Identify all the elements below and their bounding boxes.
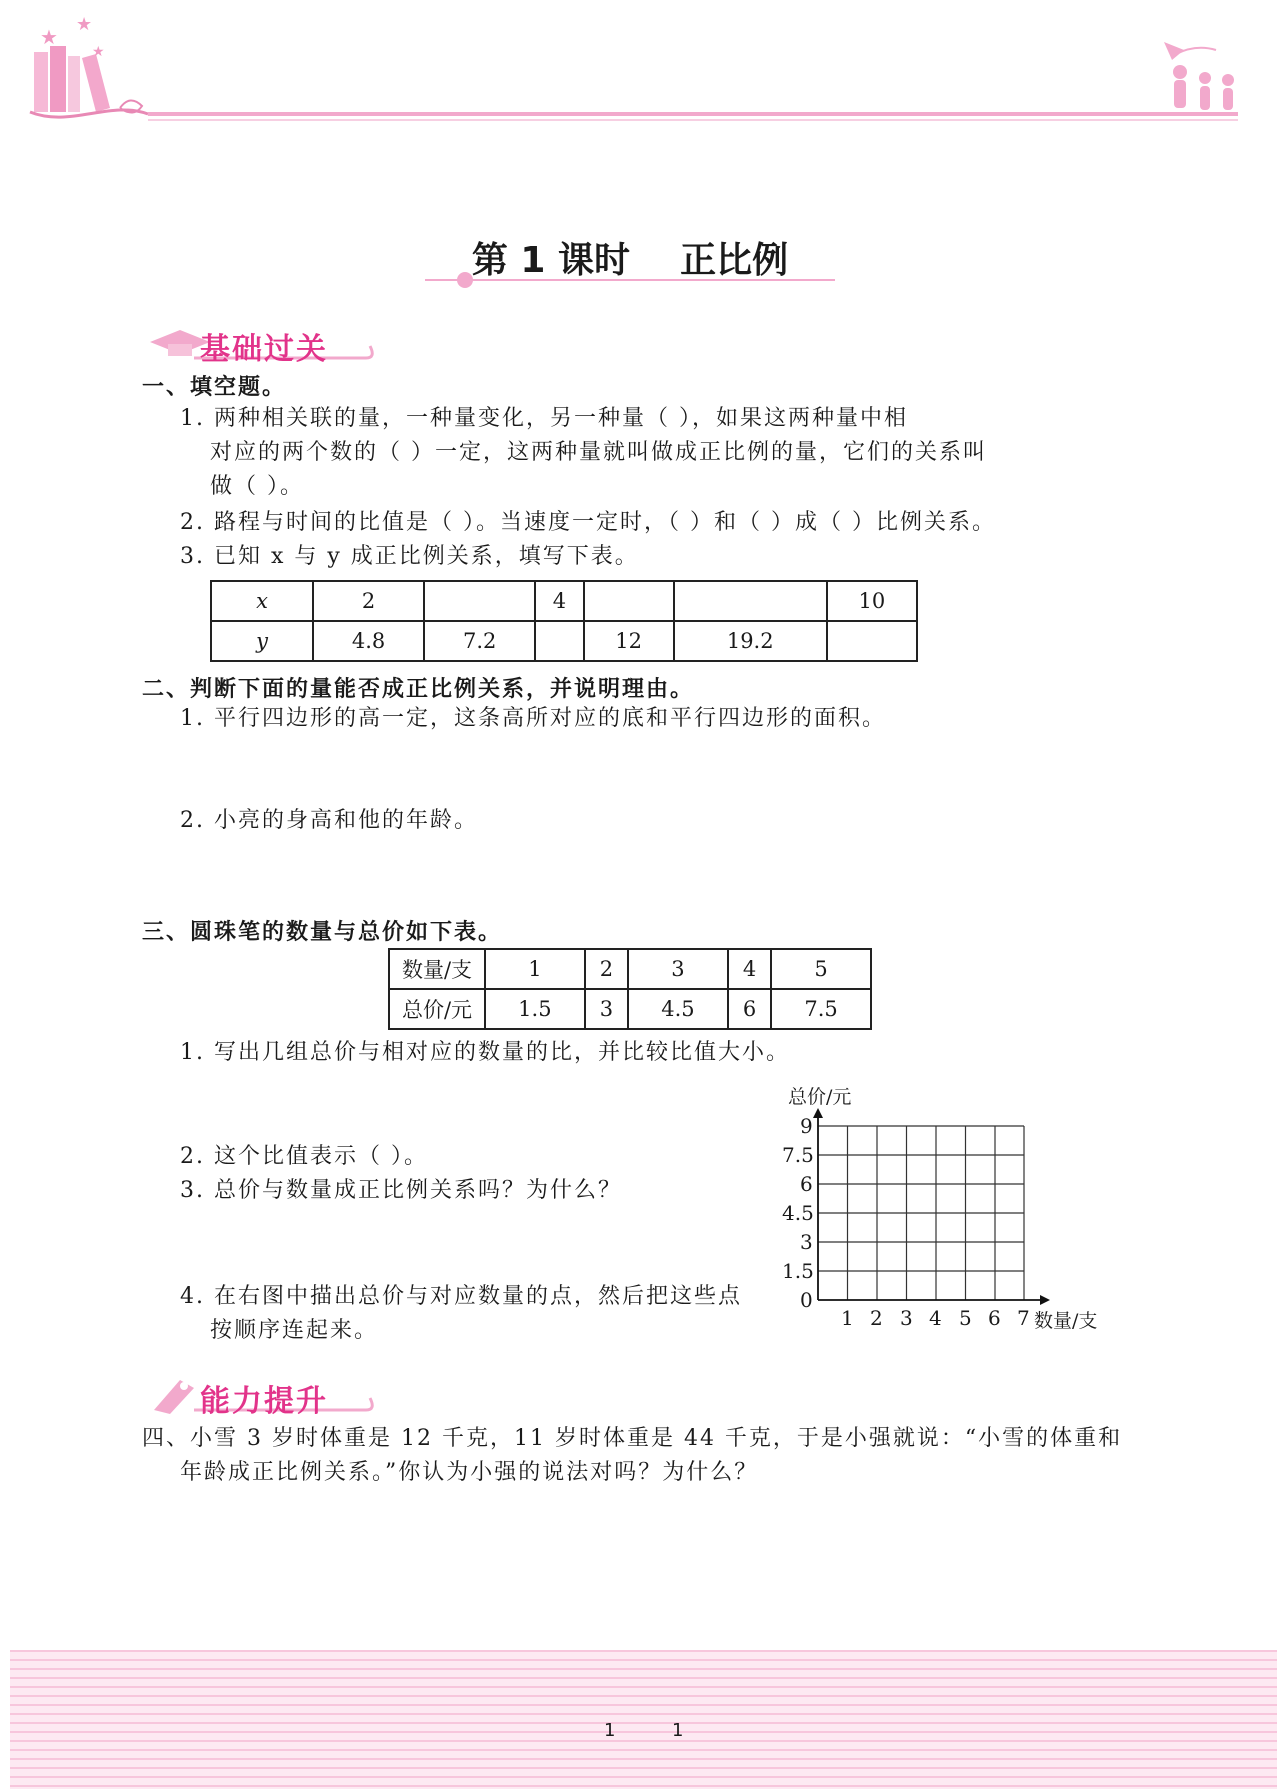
- part3-q1: 1. 写出几组总价与相对应的数量的比，并比较比值大小。: [180, 1040, 790, 1065]
- part3-q4-line1: 4. 在右图中描出总价与对应数量的点，然后把这些点: [180, 1284, 742, 1309]
- pen-table: [388, 948, 872, 1030]
- pen-cell: 3: [585, 989, 628, 1029]
- footer-page-number-a: 1: [604, 1720, 616, 1741]
- part1-heading: 一、填空题。: [142, 375, 287, 400]
- section-title-advanced: 能力提升: [200, 1384, 328, 1419]
- section-title-basic: 基础过关: [200, 332, 328, 367]
- svg-text:★: ★: [76, 14, 93, 35]
- footer-stripes: [10, 1650, 1277, 1789]
- part3-q4-line2: 按顺序连起来。: [210, 1318, 379, 1343]
- pen-cell: 4: [728, 949, 771, 989]
- xy-cell: 4.8: [313, 621, 424, 661]
- y-tick: 7.5: [782, 1143, 814, 1167]
- pen-cell: 6: [728, 989, 771, 1029]
- x-tick: 6: [988, 1306, 1001, 1330]
- svg-text:★: ★: [40, 25, 58, 49]
- section-banner-basic: [140, 318, 380, 367]
- pen-cell: 3: [628, 949, 728, 989]
- svg-text:★: ★: [92, 44, 105, 60]
- y-tick: 6: [800, 1172, 813, 1196]
- xy-cell: 12: [584, 621, 674, 661]
- part2-q2: 2. 小亮的身高和他的年龄。: [180, 808, 478, 833]
- page-title: 第 1 课时 正比例: [471, 240, 789, 281]
- pen-cell: 4.5: [628, 989, 728, 1029]
- xy-cell: 19.2: [674, 621, 827, 661]
- part4-line2: 年龄成正比例关系。”你认为小强的说法对吗？为什么？: [180, 1460, 759, 1485]
- xy-table-row-y: [211, 621, 917, 661]
- part4-line1: 四、小雪 3 岁时体重是 12 千克，11 岁时体重是 44 千克，于是小强就说：“小雪的体重和: [142, 1426, 1123, 1451]
- xy-table: [210, 580, 918, 662]
- pen-cell: 数量/支: [389, 949, 485, 989]
- x-tick: 3: [900, 1306, 913, 1330]
- y-axis-arrow-icon: [813, 1108, 823, 1118]
- y-tick: 4.5: [782, 1201, 814, 1225]
- xy-cell: 4: [535, 581, 583, 621]
- part1-q1-line1: 1. 两种相关联的量，一种量变化，另一种量（ ），如果这两种量中相: [180, 406, 908, 431]
- xy-cell[interactable]: [535, 621, 583, 661]
- xy-cell: x: [211, 581, 313, 621]
- xy-cell[interactable]: [674, 581, 827, 621]
- pen-cell: 1: [485, 949, 585, 989]
- xy-cell: 2: [313, 581, 424, 621]
- x-tick: 2: [870, 1306, 883, 1330]
- graph-y-label: 总价/元: [788, 1086, 852, 1108]
- pen-table-row-qty: [389, 949, 871, 989]
- children-kite-icon: [1164, 42, 1234, 110]
- xy-cell: 7.2: [424, 621, 535, 661]
- header-ornament-svg: [0, 0, 1287, 140]
- footer-page-number-b: 1: [672, 1720, 684, 1741]
- price-graph[interactable]: [770, 1078, 1120, 1338]
- y-tick: 0: [800, 1288, 813, 1312]
- graph-grid-svg: [770, 1108, 1120, 1318]
- part3-heading: 三、圆珠笔的数量与总价如下表。: [142, 920, 503, 945]
- pen-cell: 总价/元: [389, 989, 485, 1029]
- x-tick: 5: [959, 1306, 972, 1330]
- part1-q1-line2: 对应的两个数的（ ）一定，这两种量就叫做成正比例的量，它们的关系叫: [210, 440, 987, 465]
- part3-q2: 2. 这个比值表示（ ）。: [180, 1144, 428, 1169]
- pen-cell: 7.5: [771, 989, 871, 1029]
- xy-cell[interactable]: [424, 581, 535, 621]
- xy-cell[interactable]: [584, 581, 674, 621]
- x-tick: 7: [1017, 1306, 1030, 1330]
- xy-cell: 10: [827, 581, 917, 621]
- pen-cell: 5: [771, 949, 871, 989]
- xy-table-row-x: [211, 581, 917, 621]
- part3-q3: 3. 总价与数量成正比例关系吗？为什么？: [180, 1178, 622, 1203]
- y-tick: 9: [800, 1114, 813, 1138]
- part1-q2: 2. 路程与时间的比值是（ ）。当速度一定时，（ ）和（ ）成（ ）比例关系。: [180, 510, 996, 535]
- pen-cell: 2: [585, 949, 628, 989]
- section-banner-advanced: [140, 1370, 380, 1419]
- graph-x-label: 数量/支: [1034, 1310, 1098, 1332]
- header-decoration: [0, 0, 1287, 140]
- y-tick: 1.5: [782, 1259, 814, 1283]
- x-tick: 1: [841, 1306, 854, 1330]
- part1-q3: 3. 已知 x 与 y 成正比例关系，填写下表。: [180, 544, 639, 569]
- books-stars-icon: [30, 14, 148, 117]
- part2-q1: 1. 平行四边形的高一定，这条高所对应的底和平行四边形的面积。: [180, 706, 886, 731]
- part2-heading: 二、判断下面的量能否成正比例关系，并说明理由。: [142, 677, 695, 702]
- part1-q1-line3: 做（ ）。: [210, 474, 304, 499]
- xy-cell[interactable]: [827, 621, 917, 661]
- pen-cell: 1.5: [485, 989, 585, 1029]
- title-underline: [425, 272, 835, 292]
- pen-table-row-price: [389, 989, 871, 1029]
- x-tick: 4: [929, 1306, 942, 1330]
- graph-gridlines: [818, 1126, 1024, 1300]
- x-axis-arrow-icon: [1040, 1295, 1050, 1305]
- y-tick: 3: [800, 1230, 813, 1254]
- xy-cell: y: [211, 621, 313, 661]
